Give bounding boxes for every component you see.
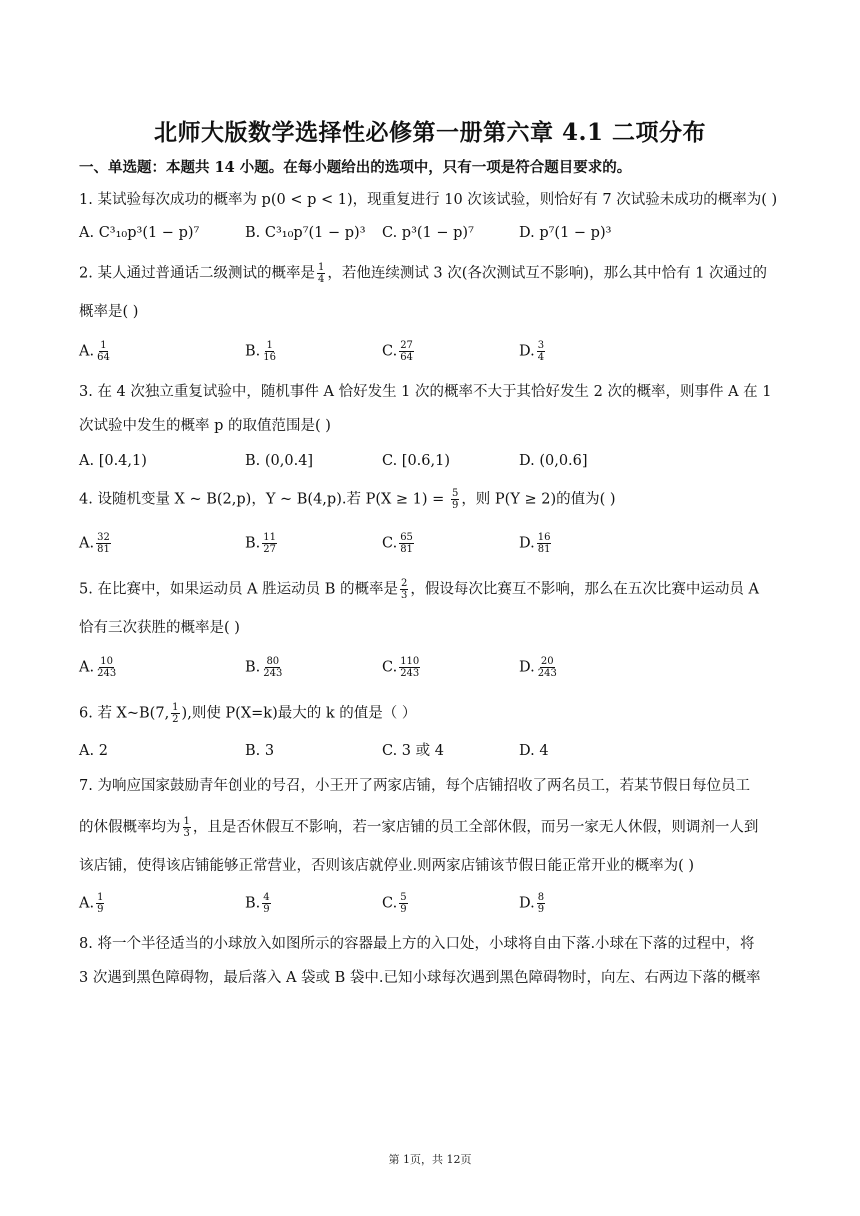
option-a: A. 2 (79, 743, 108, 759)
fraction: $\frac{5}{9}$ (451, 488, 459, 511)
option-a: A. $\frac{1}{64}$ (79, 340, 110, 363)
question-2-line-2: 概率是( ) (79, 304, 139, 320)
question-3-line-2: 次试验中发生的概率 p 的取值范围是( ) (79, 418, 331, 434)
option-c: C. $\frac{27}{64}$ (382, 340, 413, 363)
question-3-options (79, 450, 779, 474)
option-a: A. C³₁₀p³(1 − p)⁷ (79, 225, 200, 241)
option-d: D. (0,0.6] (519, 453, 588, 469)
page-footer: 第 1页，共 12页 (388, 1153, 472, 1166)
option-a: A. $\frac{32}{81}$ (79, 532, 110, 555)
option-a: A. $\frac{10}{243}$ (79, 656, 117, 679)
question-7-line-2 (79, 816, 781, 839)
question-8-line-1: 8. 将一个半径适当的小球放入如图所示的容器最上方的入口处，小球将自由下落.小球在下落的过程中，将 (79, 936, 755, 952)
question-2-line-1 (79, 262, 781, 285)
option-b: B. $\frac{11}{27}$ (245, 532, 276, 555)
fraction: $\frac{1}{3}$ (183, 816, 190, 839)
option-a: A. $\frac{1}{9}$ (79, 892, 104, 915)
option-b: B. 3 (245, 743, 275, 759)
question-6-line-1 (79, 702, 781, 725)
question-6-text-a: 6. 若 X~B(7, (79, 705, 170, 722)
question-5-text-a: 5. 在比赛中，如果运动员 A 胜运动员 B 的概率是 (79, 581, 399, 598)
fraction: $\frac{1}{2}$ (172, 702, 179, 725)
question-3-line-1: 3. 在 4 次独立重复试验中，随机事件 A 恰好发生 1 次的概率不大于其恰好发生 2 次的概率，则事件 A 在 1 (79, 384, 772, 400)
option-b: B. $\frac{4}{9}$ (245, 892, 270, 915)
option-c: C. [0.6,1) (382, 453, 451, 469)
question-2-text-a: 2. 某人通过普通话二级测试的概率是 (79, 265, 315, 282)
question-4-text-b: ，则 P(Y ≥ 2)的值为( ) (461, 491, 616, 508)
option-c: C. $\frac{65}{81}$ (382, 532, 413, 555)
option-d: D. $\frac{20}{243}$ (519, 656, 557, 679)
question-7-line-3: 该店铺，使得该店铺能够正常营业，否则该店就停业.则两家店铺该节假日能正常开业的概率为( ) (79, 858, 695, 874)
question-7-line-1: 7. 为响应国家鼓励青年创业的号召，小王开了两家店铺，每个店铺招收了两名员工，若某节假日每位员工 (79, 778, 750, 794)
option-d: D. 4 (519, 743, 549, 759)
question-6-options (79, 740, 779, 764)
question-4-text-a: 4. 设随机变量 X ~ B(2,p)，Y ~ B(4,p).若 P(X ≥ 1) = (79, 491, 449, 508)
section-heading: 一、单选题：本题共 14 小题。在每小题给出的选项中，只有一项是符合题目要求的。 (79, 159, 632, 176)
fraction: $\frac{1}{4}$ (317, 262, 325, 285)
question-7-options (79, 892, 779, 916)
option-c: C. 3 或 4 (382, 743, 444, 759)
question-1-text: 1. 某试验每次成功的概率为 p(0 < p < 1)，现重复进行 10 次该试验，则恰好有 7 次试验未成功的概率为( ) (79, 192, 778, 208)
option-d: D. p⁷(1 − p)³ (519, 225, 612, 241)
question-5-line-1 (79, 578, 781, 601)
question-6-text-b: ),则使 P(X=k)最大的 k 的值是（ ） (181, 705, 417, 722)
question-4-line-1 (79, 488, 781, 511)
option-b: B. $\frac{80}{243}$ (245, 656, 283, 679)
page-title: 北师大版数学选择性必修第一册第六章 4.1 二项分布 (153, 119, 707, 146)
option-d: D. $\frac{3}{4}$ (519, 340, 545, 363)
question-2-text-b: ，若他连续测试 3 次(各次测试互不影响)，那么其中恰有 1 次通过的 (327, 265, 768, 282)
question-4-options (79, 532, 779, 556)
question-5-text-b: ，假设每次比赛互不影响，那么在五次比赛中运动员 A (410, 581, 759, 598)
option-b: B. $\frac{1}{16}$ (245, 340, 276, 363)
question-5-options (79, 656, 779, 680)
option-c: C. p³(1 − p)⁷ (382, 225, 474, 241)
question-8-line-2: 3 次遇到黑色障碍物，最后落入 A 袋或 B 袋中.已知小球每次遇到黑色障碍物时，向左、右两边下落的概率 (79, 970, 761, 986)
question-7-text-a: 的休假概率均为 (79, 819, 181, 836)
option-c: C. $\frac{5}{9}$ (382, 892, 407, 915)
question-5-line-2: 恰有三次获胜的概率是( ) (79, 620, 240, 636)
fraction: $\frac{2}{3}$ (401, 578, 408, 601)
question-2-options (79, 340, 779, 364)
question-1-options (79, 222, 779, 246)
question-7-text-b: ，且是否休假互不影响，若一家店铺的员工全部休假，而另一家无人休假，则调剂一人到 (192, 819, 759, 836)
option-b: B. C³₁₀p⁷(1 − p)³ (245, 225, 366, 241)
option-d: D. $\frac{16}{81}$ (519, 532, 551, 555)
option-b: B. (0,0.4] (245, 453, 314, 469)
option-d: D. $\frac{8}{9}$ (519, 892, 545, 915)
option-a: A. [0.4,1) (79, 453, 147, 469)
option-c: C. $\frac{110}{243}$ (382, 656, 420, 679)
